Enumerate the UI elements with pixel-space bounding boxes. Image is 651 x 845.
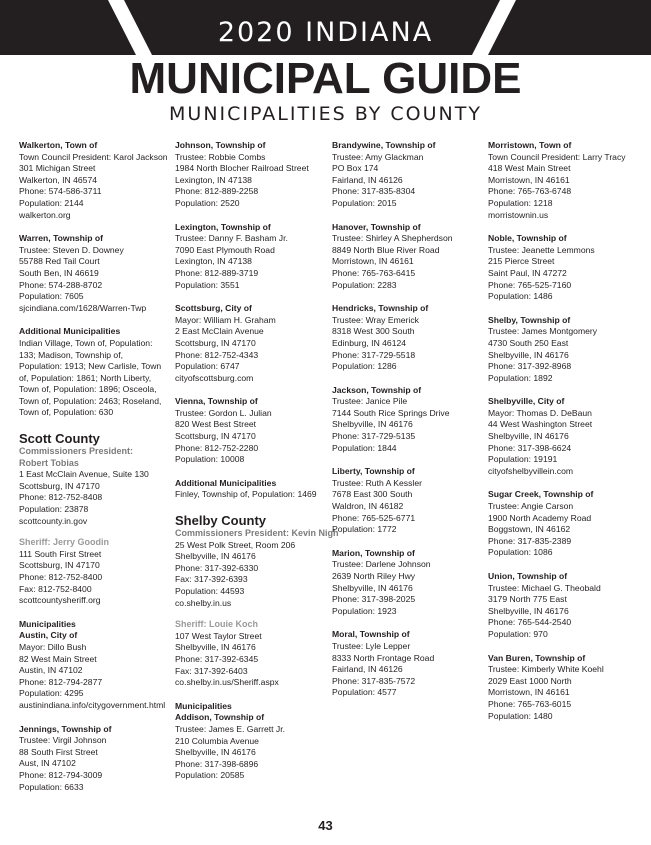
- entry-line: 7090 East Plymouth Road: [175, 244, 275, 255]
- entry-line: Trustee: Jeanette Lemmons: [488, 244, 595, 255]
- entry-line: Edinburg, IN 46124: [332, 337, 407, 348]
- entry-addison: [175, 701, 323, 782]
- entry-line: 1 East McClain Avenue, Suite 130: [19, 469, 149, 480]
- entry-line: Population: 44593: [175, 586, 245, 596]
- entry-website[interactable]: cityofshelbyvillein.com: [488, 465, 574, 476]
- entry-line: Scottsburg, IN 47170: [175, 337, 256, 348]
- entry-line: Phone: 317-392-6330: [175, 562, 259, 573]
- county-heading: Shelby County: [175, 513, 267, 529]
- entry-line: Population: 1086: [488, 547, 553, 558]
- entry-website[interactable]: morristownin.us: [488, 209, 549, 220]
- entry-lexington: [175, 222, 323, 292]
- entry-sugar-creek: [488, 489, 636, 559]
- municipalities-heading: Municipalities: [19, 618, 76, 629]
- entry-line: 418 West Main Street: [488, 163, 571, 174]
- entry-line: Trustee: Amy Glackman: [332, 151, 424, 162]
- entry-line: 4730 South 250 East: [488, 337, 569, 348]
- entry-shelby-township: [488, 315, 636, 385]
- entry-line: Trustee: Shirley A Shepherdson: [332, 233, 453, 244]
- entry-jackson: [332, 385, 480, 455]
- entry-line: 8318 West 300 South: [332, 326, 415, 337]
- entry-line: Phone: 317-835-8304: [332, 186, 416, 197]
- entry-website[interactable]: co.shelby.in.us/Sheriff.aspx: [175, 677, 279, 688]
- entry-line: South Ben, IN 46619: [19, 267, 99, 278]
- entry-line: Shelbyville, IN 46176: [332, 582, 413, 593]
- entry-line: Trustee: Wray Emerick: [332, 314, 419, 325]
- entry-line: Walkerton, IN 46574: [19, 174, 98, 185]
- page-number: 43: [318, 818, 333, 833]
- sheriff-heading: Sheriff: Louie Koch: [175, 619, 258, 630]
- column-3: [332, 140, 480, 711]
- entry-line: Phone: 812-752-4343: [175, 349, 259, 360]
- entry-line: Shelbyville, IN 46176: [488, 349, 569, 360]
- entry-name: Walkerton, Town of: [19, 140, 98, 150]
- entry-liberty: [332, 466, 480, 536]
- entry-line: Fax: 317-392-6393: [175, 574, 248, 585]
- entry-line: Population: 970: [488, 628, 548, 639]
- entry-line: Austin, IN 47102: [19, 665, 83, 676]
- entry-name: Shelby, Township of: [488, 314, 571, 325]
- entry-name: Vienna, Township of: [175, 396, 258, 407]
- column-1: [19, 140, 167, 805]
- entry-website[interactable]: co.shelby.in.us: [175, 597, 232, 608]
- entry-name: Johnson, Township of: [175, 140, 266, 150]
- entry-line: Phone: 765-763-6015: [488, 698, 572, 709]
- entry-line: Trustee: James Montgomery: [488, 326, 598, 337]
- entry-line: Fairland, IN 46126: [332, 664, 403, 675]
- entry-name: Jackson, Township of: [332, 384, 422, 395]
- entry-line: Phone: 765-525-7160: [488, 279, 572, 290]
- entry-line: Lexington, IN 47138: [175, 256, 252, 267]
- entry-line: Trustee: Darlene Johnson: [332, 559, 431, 570]
- entry-line: Population: 1286: [332, 361, 397, 372]
- entry-line: Population: 10008: [175, 454, 245, 465]
- entry-line: Phone: 317-398-6624: [488, 442, 572, 453]
- entry-line: 82 West Main Street: [19, 653, 97, 664]
- column-2: [175, 140, 339, 794]
- entry-line: Phone: 765-763-6415: [332, 267, 416, 278]
- entry-johnson: [175, 140, 323, 210]
- entry-line: 1984 North Blocher Railroad Street: [175, 163, 309, 174]
- entry-vienna: [175, 396, 323, 466]
- entry-name: Morristown, Town of: [488, 140, 572, 150]
- entry-line: Population: 23878: [19, 504, 89, 515]
- entry-line: 2 East McClain Avenue: [175, 326, 264, 337]
- entry-line: 301 Michigan Street: [19, 163, 96, 174]
- entry-line: Trustee: Lyle Lepper: [332, 640, 411, 651]
- entry-line: 111 South First Street: [19, 548, 102, 559]
- entry-line: Trustee: Virgil Johnson: [19, 735, 107, 746]
- municipalities-heading: Municipalities: [175, 700, 232, 711]
- entry-line: Phone: 317-392-8968: [488, 361, 572, 372]
- entry-line: Population: 6747: [175, 361, 240, 372]
- entry-line: Scottsburg, IN 47170: [19, 480, 100, 491]
- entry-line: Phone: 812-752-8400: [19, 572, 103, 582]
- entry-line: Population: 1772: [332, 524, 397, 535]
- entry-line: Population: 1844: [332, 442, 397, 453]
- entry-line: 107 West Taylor Street: [175, 630, 262, 641]
- entry-scottsburg: [175, 303, 323, 384]
- entry-name: Hendricks, Township of: [332, 303, 429, 314]
- entry-line: 55788 Red Tail Court: [19, 256, 100, 267]
- entry-line: 8849 North Blue River Road: [332, 244, 440, 255]
- entry-line: Population: 3551: [175, 279, 240, 290]
- entry-line: 7144 South Rice Springs Drive: [332, 407, 450, 418]
- entry-line: Mayor: Thomas D. DeBaun: [488, 407, 592, 418]
- entry-line: Population: 1923: [332, 605, 397, 616]
- entry-line: 2029 East 1000 North: [488, 675, 572, 686]
- entry-name: Scottsburg, City of: [175, 303, 252, 314]
- entry-name: Additional Municipalities: [175, 477, 277, 488]
- entry-website[interactable]: walkerton.org: [19, 209, 71, 220]
- entry-line: 1900 North Academy Road: [488, 512, 592, 523]
- entry-website[interactable]: austinindiana.info/citygovernment.html: [19, 699, 166, 710]
- entry-austin: [19, 619, 167, 712]
- entry-shelby-county: [175, 513, 339, 609]
- entry-line: Phone: 317-729-5518: [332, 349, 416, 360]
- entry-line: Phone: 812-889-3719: [175, 267, 259, 278]
- entry-name: Brandywine, Township of: [332, 140, 436, 150]
- entry-moral: [332, 629, 480, 699]
- entry-text: Finley, Township of, Population: 1469: [175, 489, 317, 500]
- entry-line: Saint Paul, IN 47272: [488, 267, 567, 278]
- entry-line: Morristown, IN 46161: [332, 256, 414, 267]
- entry-line: Phone: 765-763-6748: [488, 186, 572, 197]
- page-subtitle: MUNICIPALITIES BY COUNTY: [169, 103, 482, 125]
- entry-line: 820 West Best Street: [175, 419, 257, 430]
- entry-jennings: [19, 724, 167, 794]
- entry-line: Phone: 317-398-2025: [332, 594, 416, 605]
- entry-line: Shelbyville, IN 46176: [488, 605, 569, 616]
- entry-warren: [19, 233, 167, 314]
- commissioners-president: Commissioners President: Kevin Nigh: [175, 528, 339, 539]
- entry-line: Lexington, IN 47138: [175, 174, 252, 185]
- entry-line: Boggstown, IN 46162: [488, 524, 571, 535]
- entry-line: Trustee: James E. Garrett Jr.: [175, 723, 285, 734]
- entry-line: Phone: 812-794-2877: [19, 676, 103, 687]
- entry-line: Phone: 317-835-2389: [488, 535, 572, 546]
- entry-website[interactable]: scottcounty.in.gov: [19, 515, 88, 526]
- entry-line: Phone: 765-525-6771: [332, 512, 416, 523]
- entry-line: Population: 4295: [19, 688, 84, 699]
- entry-scott-sheriff: [19, 537, 167, 607]
- entry-line: Trustee: Gordon L. Julian: [175, 407, 272, 418]
- entry-line: Shelbyville, IN 46176: [488, 431, 569, 442]
- entry-line: Population: 2283: [332, 279, 397, 290]
- entry-line: Phone: 317-835-7572: [332, 675, 416, 686]
- entry-line: 44 West Washington Street: [488, 419, 593, 430]
- header-banner: [0, 0, 651, 60]
- entry-walkerton: [19, 140, 167, 221]
- entry-line: Population: 2015: [332, 197, 397, 208]
- entry-name: Noble, Township of: [488, 233, 567, 244]
- entry-line: Population: 2144: [19, 197, 84, 208]
- entry-shelbyville: [488, 396, 636, 477]
- entry-van-buren: [488, 653, 636, 723]
- page-title: MUNICIPAL GUIDE: [129, 54, 522, 103]
- entry-hanover: [332, 222, 480, 292]
- entry-hendricks: [332, 303, 480, 373]
- entry-line: 3179 North 775 East: [488, 594, 567, 605]
- commissioners-president-name: Robert Tobias: [19, 457, 79, 468]
- entry-line: Population: 20585: [175, 770, 245, 781]
- entry-line: 2639 North Riley Hwy: [332, 571, 416, 581]
- entry-noble: [488, 233, 636, 303]
- entry-name: Union, Township of: [488, 571, 568, 581]
- entry-line: Fax: 812-752-8400: [19, 583, 92, 594]
- entry-line: Phone: 812-889-2258: [175, 186, 259, 197]
- entry-line: Trustee: Ruth A Kessler: [332, 477, 422, 488]
- entry-line: Population: 7605: [19, 291, 84, 302]
- entry-line: Phone: 765-544-2540: [488, 617, 572, 628]
- entry-line: 25 West Polk Street, Room 206: [175, 539, 296, 550]
- entry-line: Town Council President: Larry Tracy: [488, 151, 626, 162]
- entry-line: Scottsburg, IN 47170: [19, 560, 100, 571]
- commissioners-president-label: Commissioners President:: [19, 446, 134, 457]
- entry-line: 210 Columbia Avenue: [175, 735, 259, 746]
- entry-line: Population: 19191: [488, 454, 558, 465]
- entry-line: Population: 6633: [19, 781, 84, 792]
- entry-line: Aust, IN 47102: [19, 758, 76, 769]
- entry-line: Trustee: Michael G. Theobald: [488, 582, 601, 593]
- entry-line: 7678 East 300 South: [332, 489, 413, 500]
- entry-additional-municipalities: [19, 326, 167, 419]
- entry-line: Population: 1892: [488, 372, 553, 383]
- entry-line: Scottsburg, IN 47170: [175, 431, 256, 442]
- entry-line: Waldron, IN 46182: [332, 501, 404, 512]
- entry-marion: [332, 548, 480, 618]
- entry-website[interactable]: cityofscottsburg.com: [175, 372, 254, 383]
- entry-line: 215 Pierce Street: [488, 256, 555, 267]
- entry-name: Lexington, Township of: [175, 221, 271, 232]
- entry-website[interactable]: sjcindiana.com/1628/Warren-Twp: [19, 302, 147, 313]
- entry-line: Population: 2520: [175, 197, 240, 208]
- entry-line: Mayor: Dillo Bush: [19, 641, 87, 652]
- entry-name: Moral, Township of: [332, 629, 410, 640]
- entry-name: Shelbyville, City of: [488, 396, 565, 407]
- entry-line: 8333 North Frontage Road: [332, 652, 435, 663]
- entry-line: Town Council President: Karol Jackson: [19, 151, 168, 162]
- entry-line: Population: 1486: [488, 291, 553, 302]
- entry-line: Phone: 812-752-2280: [175, 442, 259, 453]
- entry-line: Population: 1218: [488, 197, 553, 208]
- entry-name: Austin, City of: [19, 630, 78, 641]
- entry-union: [488, 571, 636, 641]
- entry-name: Liberty, Township of: [332, 466, 415, 477]
- entry-website[interactable]: scottcountysheriff.org: [19, 595, 101, 606]
- entry-line: Trustee: Steven D. Downey: [19, 244, 124, 255]
- entry-name: Warren, Township of: [19, 233, 104, 244]
- entry-scott-county: [19, 431, 167, 527]
- entry-text: Indian Village, Town of, Population: 133; Madison, Township of, Population: 1913; New Carlisle, Town of, Population: 1861; North Liberty, Town of, Population: 1896; Osceola, Town of, Population: 2463; Roseland, Town of, Population: 630: [19, 337, 162, 418]
- entry-name: Marion, Township of: [332, 547, 415, 558]
- sheriff-heading: Sheriff: Jerry Goodin: [19, 537, 110, 548]
- entry-name: Hanover, Township of: [332, 221, 421, 232]
- entry-name: Van Buren, Township of: [488, 652, 586, 663]
- entry-line: Trustee: Angie Carson: [488, 501, 574, 512]
- entry-additional-municipalities: [175, 478, 323, 501]
- entry-name: Additional Municipalities: [19, 326, 121, 337]
- entry-line: Trustee: Kimberly White Koehl: [488, 664, 604, 675]
- entry-shelby-sheriff: [175, 619, 323, 689]
- entry-line: Phone: 317-392-6345: [175, 653, 259, 664]
- entry-line: Morristown, IN 46161: [488, 687, 570, 698]
- entry-line: Fairland, IN 46126: [332, 174, 403, 185]
- entry-name: Jennings, Township of: [19, 723, 112, 734]
- entry-line: Phone: 574-586-3711: [19, 186, 102, 197]
- entry-line: Morristown, IN 46161: [488, 174, 570, 185]
- entry-line: Trustee: Janice Pile: [332, 396, 408, 407]
- entry-line: Phone: 812-752-8408: [19, 492, 103, 503]
- entry-brandywine: [332, 140, 480, 210]
- entry-name: Addison, Township of: [175, 712, 265, 723]
- entry-line: Shelbyville, IN 46176: [175, 747, 256, 758]
- county-heading: Scott County: [19, 431, 100, 447]
- entry-line: Phone: 574-288-8702: [19, 279, 103, 290]
- entry-line: Shelbyville, IN 46176: [175, 551, 256, 562]
- entry-line: PO Box 174: [332, 163, 379, 174]
- entry-line: Population: 4577: [332, 687, 397, 698]
- entry-line: Phone: 812-794-3009: [19, 769, 103, 780]
- entry-line: Shelbyville, IN 46176: [175, 642, 256, 653]
- banner-title: 2020 INDIANA: [217, 17, 434, 48]
- entry-line: Population: 1480: [488, 710, 553, 721]
- entry-line: Phone: 317-729-5135: [332, 431, 416, 442]
- entry-morristown: [488, 140, 636, 221]
- entry-line: Mayor: William H. Graham: [175, 314, 276, 325]
- entry-line: 88 South First Street: [19, 746, 98, 757]
- entry-line: Trustee: Robbie Combs: [175, 151, 266, 162]
- entry-name: Sugar Creek, Township of: [488, 489, 594, 500]
- column-4: [488, 140, 636, 734]
- entry-line: Shelbyville, IN 46176: [332, 419, 413, 430]
- entry-line: Fax: 317-392-6403: [175, 665, 248, 676]
- entry-line: Phone: 317-398-6896: [175, 758, 259, 769]
- entry-line: Trustee: Danny F. Basham Jr.: [175, 233, 288, 244]
